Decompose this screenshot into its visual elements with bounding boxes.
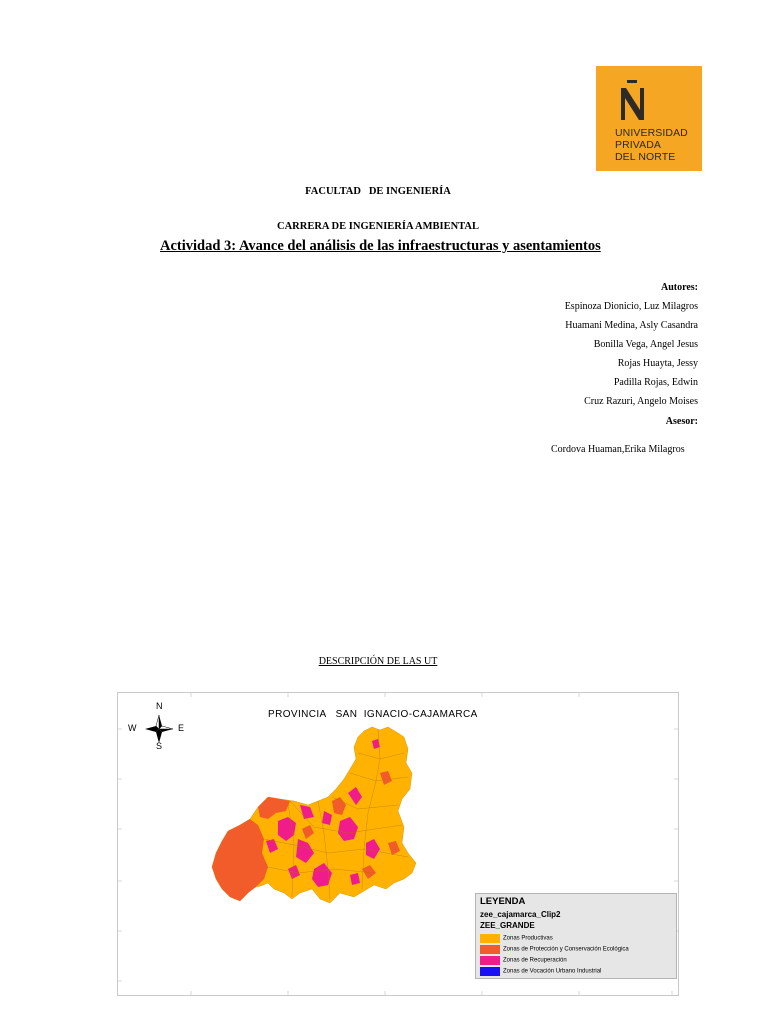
author-name: Padilla Rojas, Edwin — [613, 377, 698, 388]
compass-south-label: S — [156, 741, 163, 751]
activity-title: Actividad 3: Avance del análisis de las infraestructuras y asentamientos — [160, 238, 601, 254]
authors-label: Autores: — [660, 282, 698, 293]
author-name: Cruz Razuri, Angelo Moises — [584, 396, 698, 407]
legend-title: LEYENDA — [480, 896, 526, 907]
map-legend — [475, 893, 677, 979]
legend-field-name: ZEE_GRANDE — [480, 921, 535, 930]
advisor-label: Asesor: — [665, 416, 698, 427]
compass-west-label: W — [128, 723, 137, 733]
province-territory — [212, 727, 416, 903]
university-logo-icon — [618, 80, 648, 124]
university-name-line: UNIVERSIDAD — [615, 127, 688, 139]
province-map — [117, 692, 679, 996]
legend-item-protection — [480, 945, 629, 955]
legend-item-label: Zonas Productivas — [503, 935, 553, 942]
legend-item-recovery — [480, 956, 567, 966]
compass-rose-icon — [145, 715, 173, 743]
legend-layer-name: zee_cajamarca_Clip2 — [480, 910, 561, 919]
author-name: Rojas Huayta, Jessy — [617, 358, 698, 369]
legend-item-urban-industrial — [480, 967, 601, 977]
legend-item-label: Zonas de Recuperación — [503, 957, 567, 964]
career-heading: CARRERA DE INGENIERÍA AMBIENTAL — [277, 221, 479, 232]
map-title: PROVINCIA SAN IGNACIO-CAJAMARCA — [268, 709, 478, 720]
university-name-line: PRIVADA — [615, 139, 662, 151]
university-logo — [596, 66, 702, 171]
university-name — [615, 127, 688, 163]
author-name: Huamani Medina, Asly Casandra — [565, 320, 698, 331]
legend-item-productive — [480, 934, 553, 944]
legend-swatch — [480, 967, 500, 976]
author-name: Bonilla Vega, Angel Jesus — [593, 339, 698, 350]
advisor-name: Cordova Huaman,Erika Milagros — [551, 444, 685, 455]
author-name: Espinoza Dionicio, Luz Milagros — [564, 301, 698, 312]
legend-item-label: Zonas de Vocación Urbano Industrial — [503, 968, 602, 975]
legend-swatch — [480, 956, 500, 965]
legend-swatch — [480, 945, 500, 954]
legend-swatch — [480, 934, 500, 943]
compass-north-label: N — [156, 701, 163, 711]
section-title: DESCRIPCIÓN DE LAS UT — [318, 656, 438, 667]
faculty-heading: FACULTAD DE INGENIERÍA — [305, 186, 451, 197]
university-name-line: DEL NORTE — [615, 151, 676, 163]
compass-east-label: E — [178, 723, 185, 733]
legend-item-label: Zonas de Protección y Conservación Ecológica — [503, 946, 629, 953]
